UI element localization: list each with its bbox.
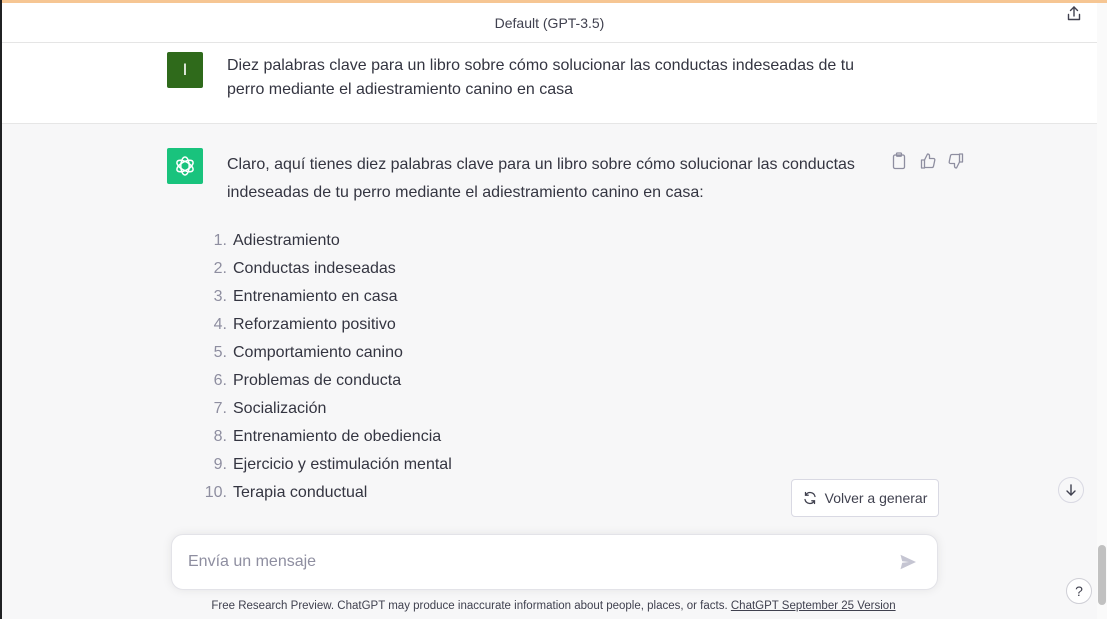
list-item [187, 479, 452, 507]
arrow-down-icon [1064, 483, 1078, 497]
share-icon[interactable] [1065, 5, 1083, 23]
list-item [187, 339, 452, 367]
regenerate-button[interactable] [791, 479, 939, 517]
version-link[interactable]: ChatGPT September 25 Version [730, 600, 896, 612]
list-item-text: Terapia conductual [233, 484, 368, 501]
list-item [187, 283, 452, 311]
send-icon[interactable] [899, 553, 919, 573]
list-item [187, 311, 452, 339]
model-label[interactable]: Default (GPT-3.5) [494, 14, 605, 31]
list-item-text: Socialización [233, 400, 327, 417]
list-item [187, 423, 452, 451]
list-item [187, 227, 452, 255]
footer-disclaimer [0, 600, 1107, 612]
top-bar [2, 3, 1097, 43]
list-item-text: Problemas de conducta [233, 372, 402, 389]
list-item-text: Adiestramiento [233, 232, 340, 249]
thumbs-up-icon[interactable] [919, 152, 937, 170]
keyword-list [187, 227, 452, 507]
assistant-intro-text: Claro, aquí tienes diez palabras clave para un libro sobre cómo solucionar las conductas indeseadas de tu perro mediante el adiestramiento canino en casa: [227, 156, 855, 201]
list-item-number: 3. [213, 288, 227, 305]
list-item [187, 451, 452, 479]
list-item [187, 255, 452, 283]
list-item-number: 9. [213, 456, 227, 473]
list-item-text: Entrenamiento de obediencia [233, 428, 442, 445]
scroll-to-bottom-button[interactable] [1058, 477, 1084, 503]
footer-text: Free Research Preview. ChatGPT may produce inaccurate information about people, places, or facts. [211, 600, 728, 612]
message-input[interactable] [188, 553, 878, 575]
help-button[interactable]: ? [1066, 578, 1092, 604]
list-item-text: Conductas indeseadas [233, 260, 396, 277]
list-item [187, 367, 452, 395]
list-item-number: 7. [213, 400, 227, 417]
regenerate-label: Volver a generar [824, 490, 928, 506]
thumbs-down-icon[interactable] [947, 152, 965, 170]
user-avatar: I [167, 52, 203, 88]
list-item [187, 395, 452, 423]
list-item-number: 1. [213, 232, 227, 249]
list-item-number: 4. [213, 316, 227, 333]
list-item-number: 6. [213, 372, 227, 389]
list-item-number: 5. [213, 344, 227, 361]
list-item-text: Entrenamiento en casa [233, 288, 398, 305]
list-item-text: Ejercicio y estimulación mental [233, 456, 452, 473]
list-item-number: 10. [204, 484, 227, 501]
list-item-text: Reforzamiento positivo [233, 316, 396, 333]
scrollbar-thumb[interactable] [1098, 545, 1106, 605]
scrollbar-track[interactable] [1097, 3, 1107, 619]
openai-logo-icon [167, 148, 203, 184]
list-item-number: 8. [213, 428, 227, 445]
refresh-icon [803, 491, 817, 505]
copy-icon[interactable] [891, 152, 909, 170]
user-message-text: Diez palabras clave para un libro sobre cómo solucionar las conductas indeseadas de tu perro mediante el adiestramiento canino en casa [227, 57, 855, 98]
list-item-number: 2. [213, 260, 227, 277]
message-actions [891, 152, 965, 170]
message-composer [171, 534, 938, 590]
user-message-row [2, 44, 1097, 124]
list-item-text: Comportamiento canino [233, 344, 403, 361]
